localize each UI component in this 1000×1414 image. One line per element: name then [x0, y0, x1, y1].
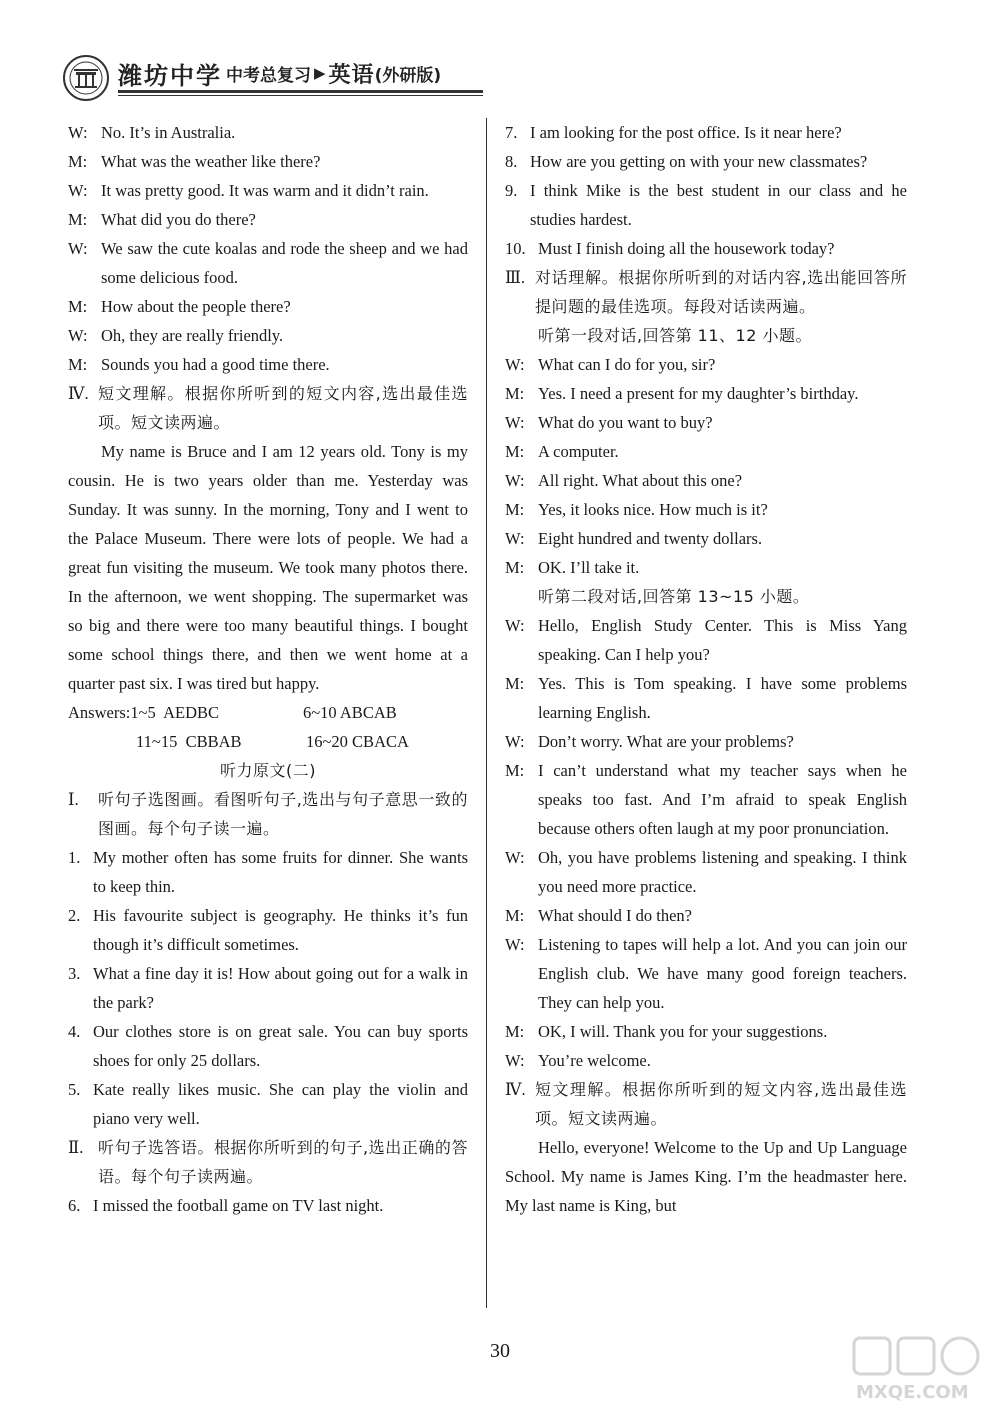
speaker-label: W:: [68, 239, 88, 258]
left-column: [68, 118, 468, 1220]
line-text: Yes. This is Tom speaking. I have some problems learning English.: [538, 674, 907, 722]
speaker-label: W:: [505, 355, 525, 374]
dialogue-line: [505, 408, 907, 437]
line-text: What was the weather like there?: [101, 152, 321, 171]
school-name: 潍坊中学: [118, 60, 222, 90]
line-text: Eight hundred and twenty dollars.: [538, 529, 763, 548]
line-text: Hello, English Study Center. This is Miss Yang speaking. Can I help you?: [538, 616, 907, 664]
dialogue-line: [68, 350, 468, 379]
line-text: What do you want to buy?: [538, 413, 713, 432]
line-text: My mother often has some fruits for dinner. She wants to keep thin.: [93, 848, 468, 896]
line-text: What can I do for you, sir?: [538, 355, 716, 374]
line-text: Must I finish doing all the housework today?: [538, 239, 835, 258]
speaker-label: M:: [505, 906, 525, 925]
dialogue-line: [505, 727, 907, 756]
dialogue-line: [505, 466, 907, 495]
page-header: [62, 50, 482, 102]
line-text: I think Mike is the best student in our class and he studies hardest.: [530, 181, 907, 229]
speaker-label: M:: [68, 297, 88, 316]
page-number: 30: [490, 1340, 510, 1362]
section-heading: 听力原文(二): [220, 761, 316, 780]
section-number: Ⅳ.: [68, 384, 89, 403]
numbered-item: [505, 176, 907, 234]
speaker-label: M:: [68, 210, 88, 229]
line-text: No. It’s in Australia.: [101, 123, 236, 142]
item-number: 5.: [68, 1080, 81, 1099]
numbered-item: [68, 1075, 468, 1133]
speaker-label: M:: [68, 355, 88, 374]
dialogue-line: [505, 524, 907, 553]
answer-group: 11~15 CBBAB: [136, 732, 242, 751]
dialogue-line: [505, 350, 907, 379]
item-number: 3.: [68, 964, 81, 983]
speaker-label: M:: [505, 1022, 525, 1041]
answer-row: [68, 698, 468, 727]
header-title: [118, 58, 483, 88]
line-text: 听句子选答语。根据你所听到的句子,选出正确的答语。每个句子读两遍。: [98, 1138, 468, 1186]
answer-row: [68, 727, 468, 756]
speaker-label: W:: [68, 326, 88, 345]
line-text: How about the people there?: [101, 297, 291, 316]
section-instruction: [68, 1133, 468, 1191]
line-text: Kate really likes music. She can play the violin and piano very well.: [93, 1080, 468, 1128]
numbered-item: [68, 843, 468, 901]
dialogue-line: [68, 118, 468, 147]
right-column: [505, 118, 907, 1220]
dialogue-line: [68, 234, 468, 292]
section-number: Ⅱ.: [68, 1138, 84, 1157]
line-text: I can’t understand what my teacher says when he speaks too fast. And I’m afraid to speak English because others often laugh at my poor pronunciation.: [538, 761, 907, 838]
speaker-label: M:: [505, 558, 525, 577]
speaker-label: M:: [505, 500, 525, 519]
item-number: 1.: [68, 848, 81, 867]
line-text: Sounds you had a good time there.: [101, 355, 330, 374]
dialogue-line: [505, 756, 907, 843]
speaker-label: W:: [505, 616, 525, 635]
section-number: Ⅲ.: [505, 268, 526, 287]
series-name: 中考总复习: [226, 65, 311, 86]
dialogue-line: [68, 147, 468, 176]
line-text: Yes, it looks nice. How much is it?: [538, 500, 768, 519]
dialogue-line: [505, 1017, 907, 1046]
subject-name: 英语: [328, 61, 375, 88]
line-text: How are you getting on with your new classmates?: [530, 152, 868, 171]
line-text: OK, I will. Thank you for your suggestions.: [538, 1022, 828, 1041]
line-text: A computer.: [538, 442, 619, 461]
line-text: 短文理解。根据你所听到的短文内容,选出最佳选项。短文读两遍。: [535, 1080, 907, 1128]
header-rule: [118, 90, 483, 96]
dialogue-line: [505, 437, 907, 466]
speaker-label: W:: [505, 413, 525, 432]
answer-group: 16~20 CBACA: [306, 732, 409, 751]
section-number: Ⅳ.: [505, 1080, 526, 1099]
dialogue-line: [505, 843, 907, 901]
line-text: I am looking for the post office. Is it near here?: [530, 123, 842, 142]
line-text: It was pretty good. It was warm and it didn’t rain.: [101, 181, 429, 200]
line-text: Yes. I need a present for my daughter’s birthday.: [538, 384, 859, 403]
answer-group: Answers:1~5 AEDBC: [68, 703, 220, 722]
line-text: Oh, they are really friendly.: [101, 326, 284, 345]
dialogue-line: [505, 379, 907, 408]
speaker-label: M:: [505, 761, 525, 780]
numbered-item: [68, 959, 468, 1017]
numbered-item: [505, 118, 907, 147]
line-text: 听句子选图画。看图听句子,选出与句子意思一致的图画。每个句子读一遍。: [98, 790, 468, 838]
item-number: 8.: [505, 152, 518, 171]
line-text: I missed the football game on TV last night.: [93, 1196, 384, 1215]
dialogue-line: [68, 292, 468, 321]
line-text: Don’t worry. What are your problems?: [538, 732, 794, 751]
dialogue-line: [68, 176, 468, 205]
edition-name: (外研版): [374, 65, 442, 86]
dialogue-line: [505, 495, 907, 524]
speaker-label: M:: [505, 384, 525, 403]
answer-group: 6~10 ABCAB: [303, 703, 397, 722]
speaker-label: W:: [505, 848, 525, 867]
numbered-item: [68, 901, 468, 959]
line-text: Our clothes store is on great sale. You can buy sports shoes for only 25 dollars.: [93, 1022, 468, 1070]
section-instruction: [505, 1075, 907, 1133]
line-text: His favourite subject is geography. He thinks it’s fun though it’s difficult sometimes.: [93, 906, 468, 954]
line-text: You’re welcome.: [538, 1051, 651, 1070]
line-text: OK. I’ll take it.: [538, 558, 640, 577]
item-number: 10.: [505, 239, 526, 258]
speaker-label: W:: [505, 471, 525, 490]
item-number: 6.: [68, 1196, 81, 1215]
watermark-text: MXQE.COM: [856, 1382, 969, 1403]
speaker-label: W:: [68, 123, 88, 142]
line-text: What a fine day it is! How about going out for a walk in the park?: [93, 964, 468, 1012]
speaker-label: M:: [68, 152, 88, 171]
instruction-text: 听第二段对话,回答第 13~15 小题。: [538, 587, 810, 606]
dialogue-line: [505, 669, 907, 727]
speaker-label: W:: [505, 732, 525, 751]
speaker-label: W:: [68, 181, 88, 200]
numbered-item: [505, 147, 907, 176]
dialogue-line: [505, 901, 907, 930]
dialogue-line: [505, 553, 907, 582]
watermark-logo: [852, 1334, 982, 1406]
dialogue-line: [505, 930, 907, 1017]
speaker-label: M:: [505, 442, 525, 461]
line-text: All right. What about this one?: [538, 471, 743, 490]
school-emblem-icon: [62, 54, 110, 102]
item-number: 9.: [505, 181, 518, 200]
instruction-text: 听第一段对话,回答第 11、12 小题。: [538, 326, 812, 345]
item-number: 4.: [68, 1022, 81, 1041]
section-instruction: [505, 263, 907, 321]
line-text: 对话理解。根据你所听到的对话内容,选出能回答所提问题的最佳选项。每段对话读两遍。: [535, 268, 907, 316]
dialogue-line: [68, 205, 468, 234]
line-text: We saw the cute koalas and rode the sheep and we had some delicious food.: [101, 239, 468, 287]
item-number: 7.: [505, 123, 518, 142]
line-text: What should I do then?: [538, 906, 692, 925]
speaker-label: W:: [505, 1051, 525, 1070]
item-number: 2.: [68, 906, 81, 925]
section-number: Ⅰ.: [68, 790, 79, 809]
dialogue-line: [505, 1046, 907, 1075]
arrow-icon: ▶: [314, 65, 326, 82]
dialogue-line: [68, 321, 468, 350]
paragraph: Hello, everyone! Welcome to the Up and Up Language School. My name is James King. I’m the headmaster here. My last name is King, but: [505, 1138, 907, 1215]
line-text: Listening to tapes will help a lot. And you can join our English club. We have many good foreign teachers. They can help you.: [538, 935, 907, 1012]
paragraph: My name is Bruce and I am 12 years old. Tony is my cousin. He is two years older than me. Yesterday was Sunday. It was sunny. In the morning, Tony and I went to the Palace Museum. There were lots of people. We had a great fun visiting the museum. We took many photos there. In the afternoon, we went shopping. The supermarket was so big and there were too many beautiful things. I bought some school things there, and then we went home at a quarter past six. I was tired but happy.: [68, 442, 468, 693]
numbered-item: [68, 1191, 468, 1220]
line-text: 短文理解。根据你所听到的短文内容,选出最佳选项。短文读两遍。: [98, 384, 468, 432]
speaker-label: W:: [505, 935, 525, 954]
dialogue-line: [505, 611, 907, 669]
speaker-label: W:: [505, 529, 525, 548]
section-instruction: [68, 785, 468, 843]
numbered-item: [505, 234, 907, 263]
section-instruction: [68, 379, 468, 437]
column-divider: [486, 118, 487, 1308]
numbered-item: [68, 1017, 468, 1075]
line-text: What did you do there?: [101, 210, 256, 229]
line-text: Oh, you have problems listening and speaking. I think you need more practice.: [538, 848, 907, 896]
speaker-label: M:: [505, 674, 525, 693]
